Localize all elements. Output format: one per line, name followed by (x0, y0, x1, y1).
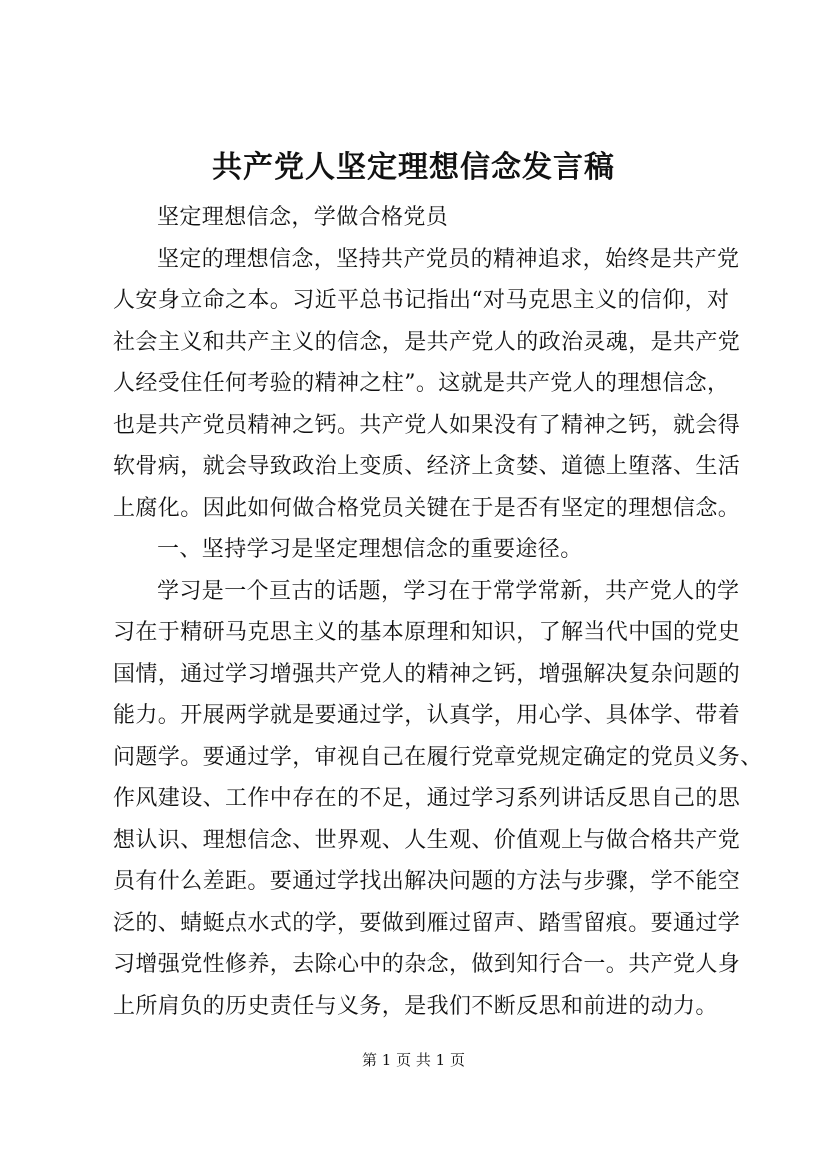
paragraph-line: 学习是一个亘古的话题，学习在于常学常新，共产党人的学 (157, 578, 740, 604)
paragraph-line: 人经受住任何考验的精神之柱”。这就是共产党人的理想信念， (113, 371, 730, 396)
document-title: 共产党人坚定理想信念发言稿 (212, 150, 615, 185)
document-body (113, 197, 763, 1027)
paragraph-line: 软骨病，就会导致政治上变质、经济上贪婪、道德上堕落、生活 (113, 454, 741, 479)
paragraph-line: 想认识、理想信念、世界观、人生观、价值观上与做合格共产党 (113, 827, 741, 853)
paragraph-line: 上腐化。因此如何做合格党员关键在于是否有坚定的理想信念。 (113, 495, 741, 521)
paragraph-line: 社会主义和共产主义的信念，是共产党人的政治灵魂，是共产党 (113, 329, 741, 355)
paragraph-line: 能力。开展两学就是要通过学，认真学，用心学、具体学、带着 (113, 703, 741, 728)
section-heading: 一、坚持学习是坚定理想信念的重要途径。 (157, 537, 583, 562)
paragraph-line: 习增强党性修养，去除心中的杂念，做到知行合一。共产党人身 (113, 952, 741, 977)
paragraph-line: 坚定的理想信念，坚持共产党员的精神追求，始终是共产党 (157, 246, 740, 272)
subtitle-line: 坚定理想信念，学做合格党员 (157, 205, 449, 230)
paragraph-line: 也是共产党员精神之钙。共产党人如果没有了精神之钙，就会得 (113, 412, 741, 438)
paragraph-line: 问题学。要通过学，审视自己在履行党章党规定确定的党员义务、 (113, 744, 763, 770)
page-footer: 第 1 页 共 1 页 (362, 1051, 465, 1069)
paragraph-line: 泛的、蜻蜓点水式的学，要做到雁过留声、踏雪留痕。要通过学 (113, 910, 741, 936)
paragraph-line: 人安身立命之本。习近平总书记指出“对马克思主义的信仰，对 (113, 288, 730, 313)
paragraph-line: 上所肩负的历史责任与义务，是我们不断反思和前进的动力。 (113, 993, 718, 1019)
paragraph-line: 员有什么差距。要通过学找出解决问题的方法与步骤，学不能空 (113, 869, 741, 894)
paragraph-line: 习在于精研马克思主义的基本原理和知识，了解当代中国的党史 (113, 620, 741, 645)
paragraph-line: 国情，通过学习增强共产党人的精神之钙，增强解决复杂问题的 (113, 661, 741, 687)
paragraph-line: 作风建设、工作中存在的不足，通过学习系列讲话反思自己的思 (113, 786, 741, 811)
